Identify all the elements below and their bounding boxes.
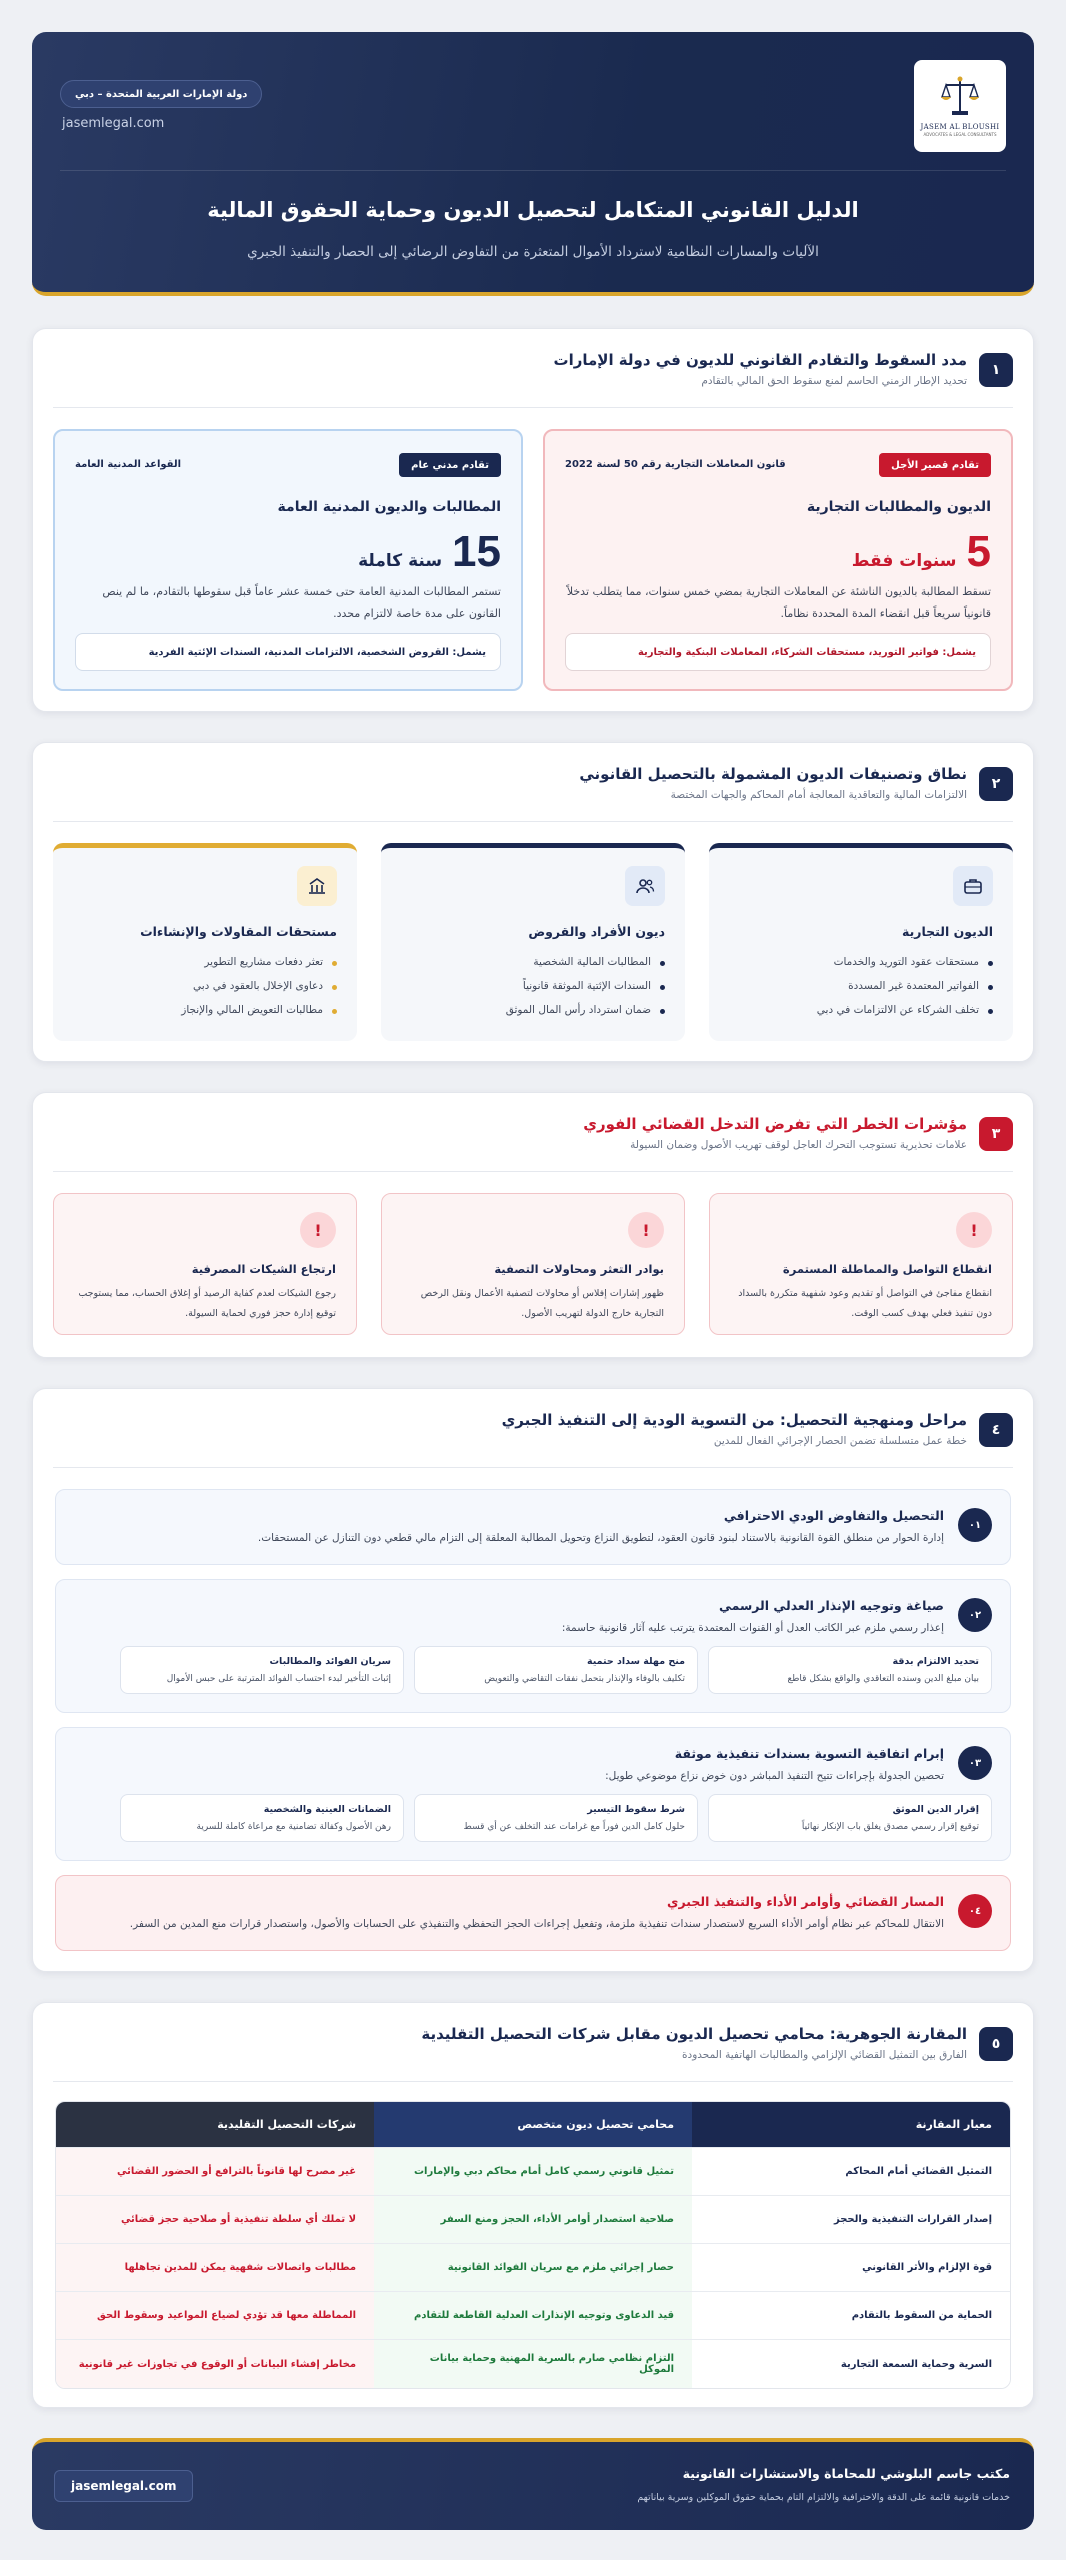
stage-card <box>55 1489 1011 1565</box>
country-badge: دولة الإمارات العربية المتحدة – دبي <box>60 80 262 108</box>
risk-description: ظهور إشارات إفلاس أو محاولات لتصفية الأعمال ونقل الرخص التجارية خارج الدولة لتهريب الأصول. <box>420 1288 664 1319</box>
section-subtitle: الفارق بين التمثيل القضائي الإلزامي والمطالبات الهاتفية المحدودة <box>682 2049 967 2061</box>
stage-sub-item <box>120 1646 404 1694</box>
logo-name: JASEM AL BLOUSHI <box>920 123 1000 131</box>
page-title: الدليل القانوني المتكامل لتحصيل الديون وحماية الحقوق المالية <box>207 198 859 222</box>
limitation-number: 5 <box>966 527 991 576</box>
category-title: الديون التجارية <box>901 924 993 939</box>
table-cell-agency: لا تملك أي سلطة تنفيذية أو صلاحية حجز قضائي <box>56 2196 374 2243</box>
limitation-unit: سنة كاملة <box>358 551 443 571</box>
table-cell-criterion: السرية وحماية السمعة التجارية <box>692 2340 1010 2388</box>
stage-sub-item <box>120 1794 404 1842</box>
risk-title: ارتجاع الشيكات المصرفية <box>191 1262 336 1276</box>
table-cell-lawyer: حصار إجرائي ملزم مع سريان الفوائد القانونية <box>374 2244 692 2291</box>
stage-number: ٠٤ <box>958 1894 992 1928</box>
section-title: مدد السقوط والتقادم القانوني للديون في دولة الإمارات <box>553 351 967 369</box>
stage-description: تحصين الجدولة بإجراءات تتيح التنفيذ المباشر دون خوض نزاع موضوعي طويل: <box>605 1770 944 1782</box>
commercial-limitation-card <box>543 429 1013 691</box>
section-divider <box>53 407 1013 408</box>
section-title: مراحل ومنهجية التحصيل: من التسوية الودية إلى التنفيذ الجبري <box>501 1411 967 1429</box>
sub-item-title: تحديد الالتزام بدقة <box>892 1656 979 1667</box>
limitation-description: تسقط المطالبة بالديون الناشئة عن المعاملات التجارية بمضي خمس سنوات، مما يتطلب تدخلاً قانونياً سريعاً قبل انقضاء المدة المحددة نظاماً. <box>566 585 991 620</box>
risk-title: انقطاع التواصل والمماطلة المستمرة <box>782 1262 992 1276</box>
stage-card <box>55 1727 1011 1861</box>
section-collection-stages <box>32 1388 1034 1972</box>
table-row <box>56 2340 1010 2388</box>
list-item: السندات الإئتية الموثقة قانونياً <box>506 980 665 992</box>
section-debt-categories <box>32 742 1034 1062</box>
warning-icon: ! <box>300 1212 336 1248</box>
briefcase-icon <box>953 866 993 906</box>
list-item: مستحقات عقود التوريد والخدمات <box>817 956 993 968</box>
list-item: تعثر دفعات مشاريع التطوير <box>181 956 337 968</box>
table-cell-lawyer: قيد الدعاوى وتوجيه الإنذارات العدلية القاطعة للتقادم <box>374 2292 692 2339</box>
section-number: ١ <box>979 353 1013 387</box>
civil-limitation-card <box>53 429 523 691</box>
section-divider <box>53 1171 1013 1172</box>
sub-item-title: سريان الفوائد والمطالبات <box>269 1656 391 1667</box>
section-subtitle: تحديد الإطار الزمني الحاسم لمنع سقوط الحق المالي بالتقادم <box>701 375 967 387</box>
sub-item-description: توقيع إقرار رسمي مصدق يغلق باب الإنكار نهائياً <box>801 1822 979 1832</box>
footer-description: خدمات قانونية قائمة على الدقة والاحترافية والالتزام التام بحماية حقوق الموكلين وسرية بياناتهم <box>637 2492 1010 2503</box>
law-reference: القواعد المدنية العامة <box>75 459 182 470</box>
category-list <box>506 956 665 1028</box>
category-list <box>817 956 993 1028</box>
table-cell-criterion: قوة الإلزام والأثر القانوني <box>692 2244 1010 2291</box>
section-subtitle: علامات تحذيرية تستوجب التحرك العاجل لوقف تهريب الأصول وضمان السيولة <box>630 1139 967 1151</box>
table-header-cell: شركات التحصيل التقليدية <box>56 2102 374 2147</box>
list-item: مطالبات التعويض المالي والإنجاز <box>181 1004 337 1016</box>
table-row <box>56 2196 1010 2244</box>
limitation-scope: يشمل: فواتير التوريد، مستحقات الشركاء، المعاملات البنكية والتجارية <box>565 633 991 671</box>
section-divider <box>53 1467 1013 1468</box>
hero-header <box>32 32 1034 296</box>
stage-sub-item <box>708 1794 992 1842</box>
building-icon <box>297 866 337 906</box>
table-row <box>56 2244 1010 2292</box>
footer-title: مكتب جاسم البلوشي للمحاماة والاستشارات القانونية <box>682 2466 1010 2481</box>
stage-title: إبرام اتفاقية التسوية بسندات تنفيذية موثقة <box>674 1746 944 1761</box>
risk-card <box>709 1193 1013 1335</box>
limitation-heading: المطالبات والديون المدنية العامة <box>277 499 501 515</box>
category-card-individuals <box>381 843 685 1041</box>
sub-item-description: حلول كامل الدين فوراً مع غرامات عند التخلف عن أي قسط <box>463 1822 685 1832</box>
page-footer <box>32 2438 1034 2530</box>
section-risk-indicators <box>32 1092 1034 1358</box>
website-link[interactable]: jasemlegal.com <box>62 116 165 131</box>
stage-title: صياغة وتوجيه الإنذار العدلي الرسمي <box>718 1598 944 1613</box>
table-cell-agency: غير مصرح لها قانوناً بالترافع أو الحضور القضائي <box>56 2148 374 2195</box>
section-number: ٢ <box>979 767 1013 801</box>
stage-number: ٠٣ <box>958 1746 992 1780</box>
category-list <box>181 956 337 1028</box>
stage-description: الانتقال للمحاكم عبر نظام أوامر الأداء السريع لاستصدار سندات تنفيذية ملزمة، وتفعيل إجراءات الحجز التحفظي والتنفيذي على الحسابات والأصول، واستصدار قرارات منع المدين من السفر. <box>129 1918 944 1930</box>
sub-item-description: بيان مبلغ الدين وسنده التعاقدي والواقع بشكل قاطع <box>787 1674 979 1684</box>
table-header-row <box>56 2102 1010 2148</box>
limitation-number: 15 <box>452 527 501 576</box>
sub-item-description: إثبات التأخير لبدء احتساب الفوائد المترتبة على حبس الأموال <box>166 1674 391 1684</box>
section-subtitle: خطة عمل متسلسلة تضمن الحصار الإجرائي الفعال للمدين <box>713 1435 967 1447</box>
sub-item-title: الضمانات العينية والشخصية <box>263 1804 391 1815</box>
stage-title: المسار القضائي وأوامر الأداء والتنفيذ الجبري <box>667 1894 944 1909</box>
table-row <box>56 2148 1010 2196</box>
risk-card <box>53 1193 357 1335</box>
stage-description: إعذار رسمي ملزم عبر الكاتب العدل أو القنوات المعتمدة يترتب عليه آثار قانونية حاسمة: <box>561 1622 944 1634</box>
section-subtitle: الالتزامات المالية والتعاقدية المعالجة أمام المحاكم والجهات المختصة <box>670 789 967 801</box>
category-title: ديون الأفراد والقروض <box>528 924 665 939</box>
table-cell-criterion: الحماية من السقوط بالتقادم <box>692 2292 1010 2339</box>
header-divider <box>60 170 1006 171</box>
section-number: ٥ <box>979 2027 1013 2061</box>
limitation-heading: الديون والمطالبات التجارية <box>806 499 991 515</box>
risk-description: رجوع الشيكات لعدم كفاية الرصيد أو إغلاق الحساب، مما يستوجب توقيع إدارة حجز فوري لحماية السيولة. <box>78 1288 336 1319</box>
risk-description: انقطاع مفاجئ في التواصل أو تقديم وعود شفهية متكررة بالسداد دون تنفيذ فعلي بهدف كسب الوقت. <box>738 1288 992 1319</box>
limitation-period <box>852 527 991 577</box>
section-number: ٣ <box>979 1117 1013 1151</box>
sub-item-description: رهن الأصول وكفالة تضامنية مع مراعاة كاملة للسرية <box>196 1822 391 1832</box>
stage-sub-item <box>708 1646 992 1694</box>
list-item: المطالبات المالية الشخصية <box>506 956 665 968</box>
page-subtitle: الآليات والمسارات النظامية لاسترداد الأموال المتعثرة من التفاوض الرضائي إلى الحصار والتنفيذ الجبري <box>247 244 819 260</box>
section-divider <box>53 2081 1013 2082</box>
stage-sub-item <box>414 1646 698 1694</box>
sub-item-description: تكليف بالوفاء والإنذار بتحمل نفقات التقاضي والتعويض <box>484 1674 685 1684</box>
section-comparison <box>32 2002 1034 2408</box>
table-header-cell: معيار المقارنة <box>692 2102 1010 2147</box>
limitation-scope: يشمل: القروض الشخصية، الالتزامات المدنية، السندات الإئتية الفردية <box>75 633 501 671</box>
table-cell-agency: مطالبات واتصالات شفهية يمكن للمدين تجاهلها <box>56 2244 374 2291</box>
limitation-unit: سنوات فقط <box>851 551 957 571</box>
table-cell-agency: المماطلة معها قد تؤدي لضياع المواعيد وسقوط الحق <box>56 2292 374 2339</box>
sub-item-title: إقرار الدين الموثق <box>892 1804 979 1815</box>
logo-subtitle: ADVOCATES & LEGAL CONSULTANTS <box>923 132 997 137</box>
limitation-badge: تقادم مدني عام <box>399 453 501 477</box>
table-header-cell: محامي تحصيل ديون متخصص <box>374 2102 692 2147</box>
section-prescription <box>32 328 1034 712</box>
footer-website-link[interactable]: jasemlegal.com <box>54 2470 193 2502</box>
table-cell-criterion: التمثيل القضائي أمام المحاكم <box>692 2148 1010 2195</box>
warning-icon: ! <box>628 1212 664 1248</box>
stage-number: ٠٢ <box>958 1598 992 1632</box>
stage-description: إدارة الحوار من منطلق القوة القانونية بالاستناد لبنود قانون العقود، لتطويق النزاع وتحويل المطالبة المعلقة إلى التزام مالي قطعي دون التنازل عن المستحقات. <box>257 1532 944 1544</box>
limitation-description: تستمر المطالبات المدنية العامة حتى خمسة عشر عاماً قبل سقوطها بالتقادم، ما لم ينص القانون على مدة خاصة لالتزام محدد. <box>102 585 501 620</box>
scales-of-justice-icon <box>938 75 982 119</box>
stage-title: التحصيل والتفاوض الودي الاحترافي <box>723 1508 944 1523</box>
sub-item-title: شرط سقوط التيسير <box>587 1804 685 1815</box>
table-cell-lawyer: تمثيل قانوني رسمي كامل أمام محاكم دبي والإمارات <box>374 2148 692 2195</box>
category-card-commercial <box>709 843 1013 1041</box>
risk-title: بوادر التعثر ومحاولات التصفية <box>494 1262 664 1276</box>
section-title: مؤشرات الخطر التي تفرض التدخل القضائي الفوري <box>583 1115 967 1133</box>
sub-item-title: منح مهلة سداد حتمية <box>586 1656 685 1667</box>
limitation-period <box>358 527 501 577</box>
table-cell-lawyer: صلاحية استصدار أوامر الأداء، الحجز ومنع السفر <box>374 2196 692 2243</box>
table-cell-lawyer: التزام نظامي صارم بالسرية المهنية وحماية بيانات الموكل <box>374 2340 692 2388</box>
law-reference: قانون المعاملات التجارية رقم 50 لسنة 2022 <box>565 459 786 470</box>
firm-logo <box>914 60 1006 152</box>
list-item: دعاوى الإخلال بالعقود في دبي <box>181 980 337 992</box>
category-title: مستحقات المقاولات والإنشاءات <box>140 924 337 939</box>
stage-number: ٠١ <box>958 1508 992 1542</box>
risk-card <box>381 1193 685 1335</box>
list-item: الفواتير المعتمدة غير المسددة <box>817 980 993 992</box>
table-cell-criterion: إصدار القرارات التنفيذية والحجز <box>692 2196 1010 2243</box>
stage-card <box>55 1579 1011 1713</box>
list-item: ضمان استرداد رأس المال الموثق <box>506 1004 665 1016</box>
list-item: تخلف الشركاء عن الالتزامات في دبي <box>817 1004 993 1016</box>
table-row <box>56 2292 1010 2340</box>
users-icon <box>625 866 665 906</box>
table-cell-agency: مخاطر إفشاء البيانات أو الوقوع في تجاوزات غير قانونية <box>56 2340 374 2388</box>
stage-card-judicial <box>55 1875 1011 1951</box>
comparison-table <box>55 2101 1011 2389</box>
section-divider <box>53 821 1013 822</box>
limitation-badge: تقادم قصير الأجل <box>879 453 991 477</box>
warning-icon: ! <box>956 1212 992 1248</box>
section-title: نطاق وتصنيفات الديون المشمولة بالتحصيل القانوني <box>579 765 967 783</box>
section-number: ٤ <box>979 1413 1013 1447</box>
category-card-construction <box>53 843 357 1041</box>
stage-sub-item <box>414 1794 698 1842</box>
section-title: المقارنة الجوهرية: محامي تحصيل الديون مقابل شركات التحصيل التقليدية <box>421 2025 967 2043</box>
